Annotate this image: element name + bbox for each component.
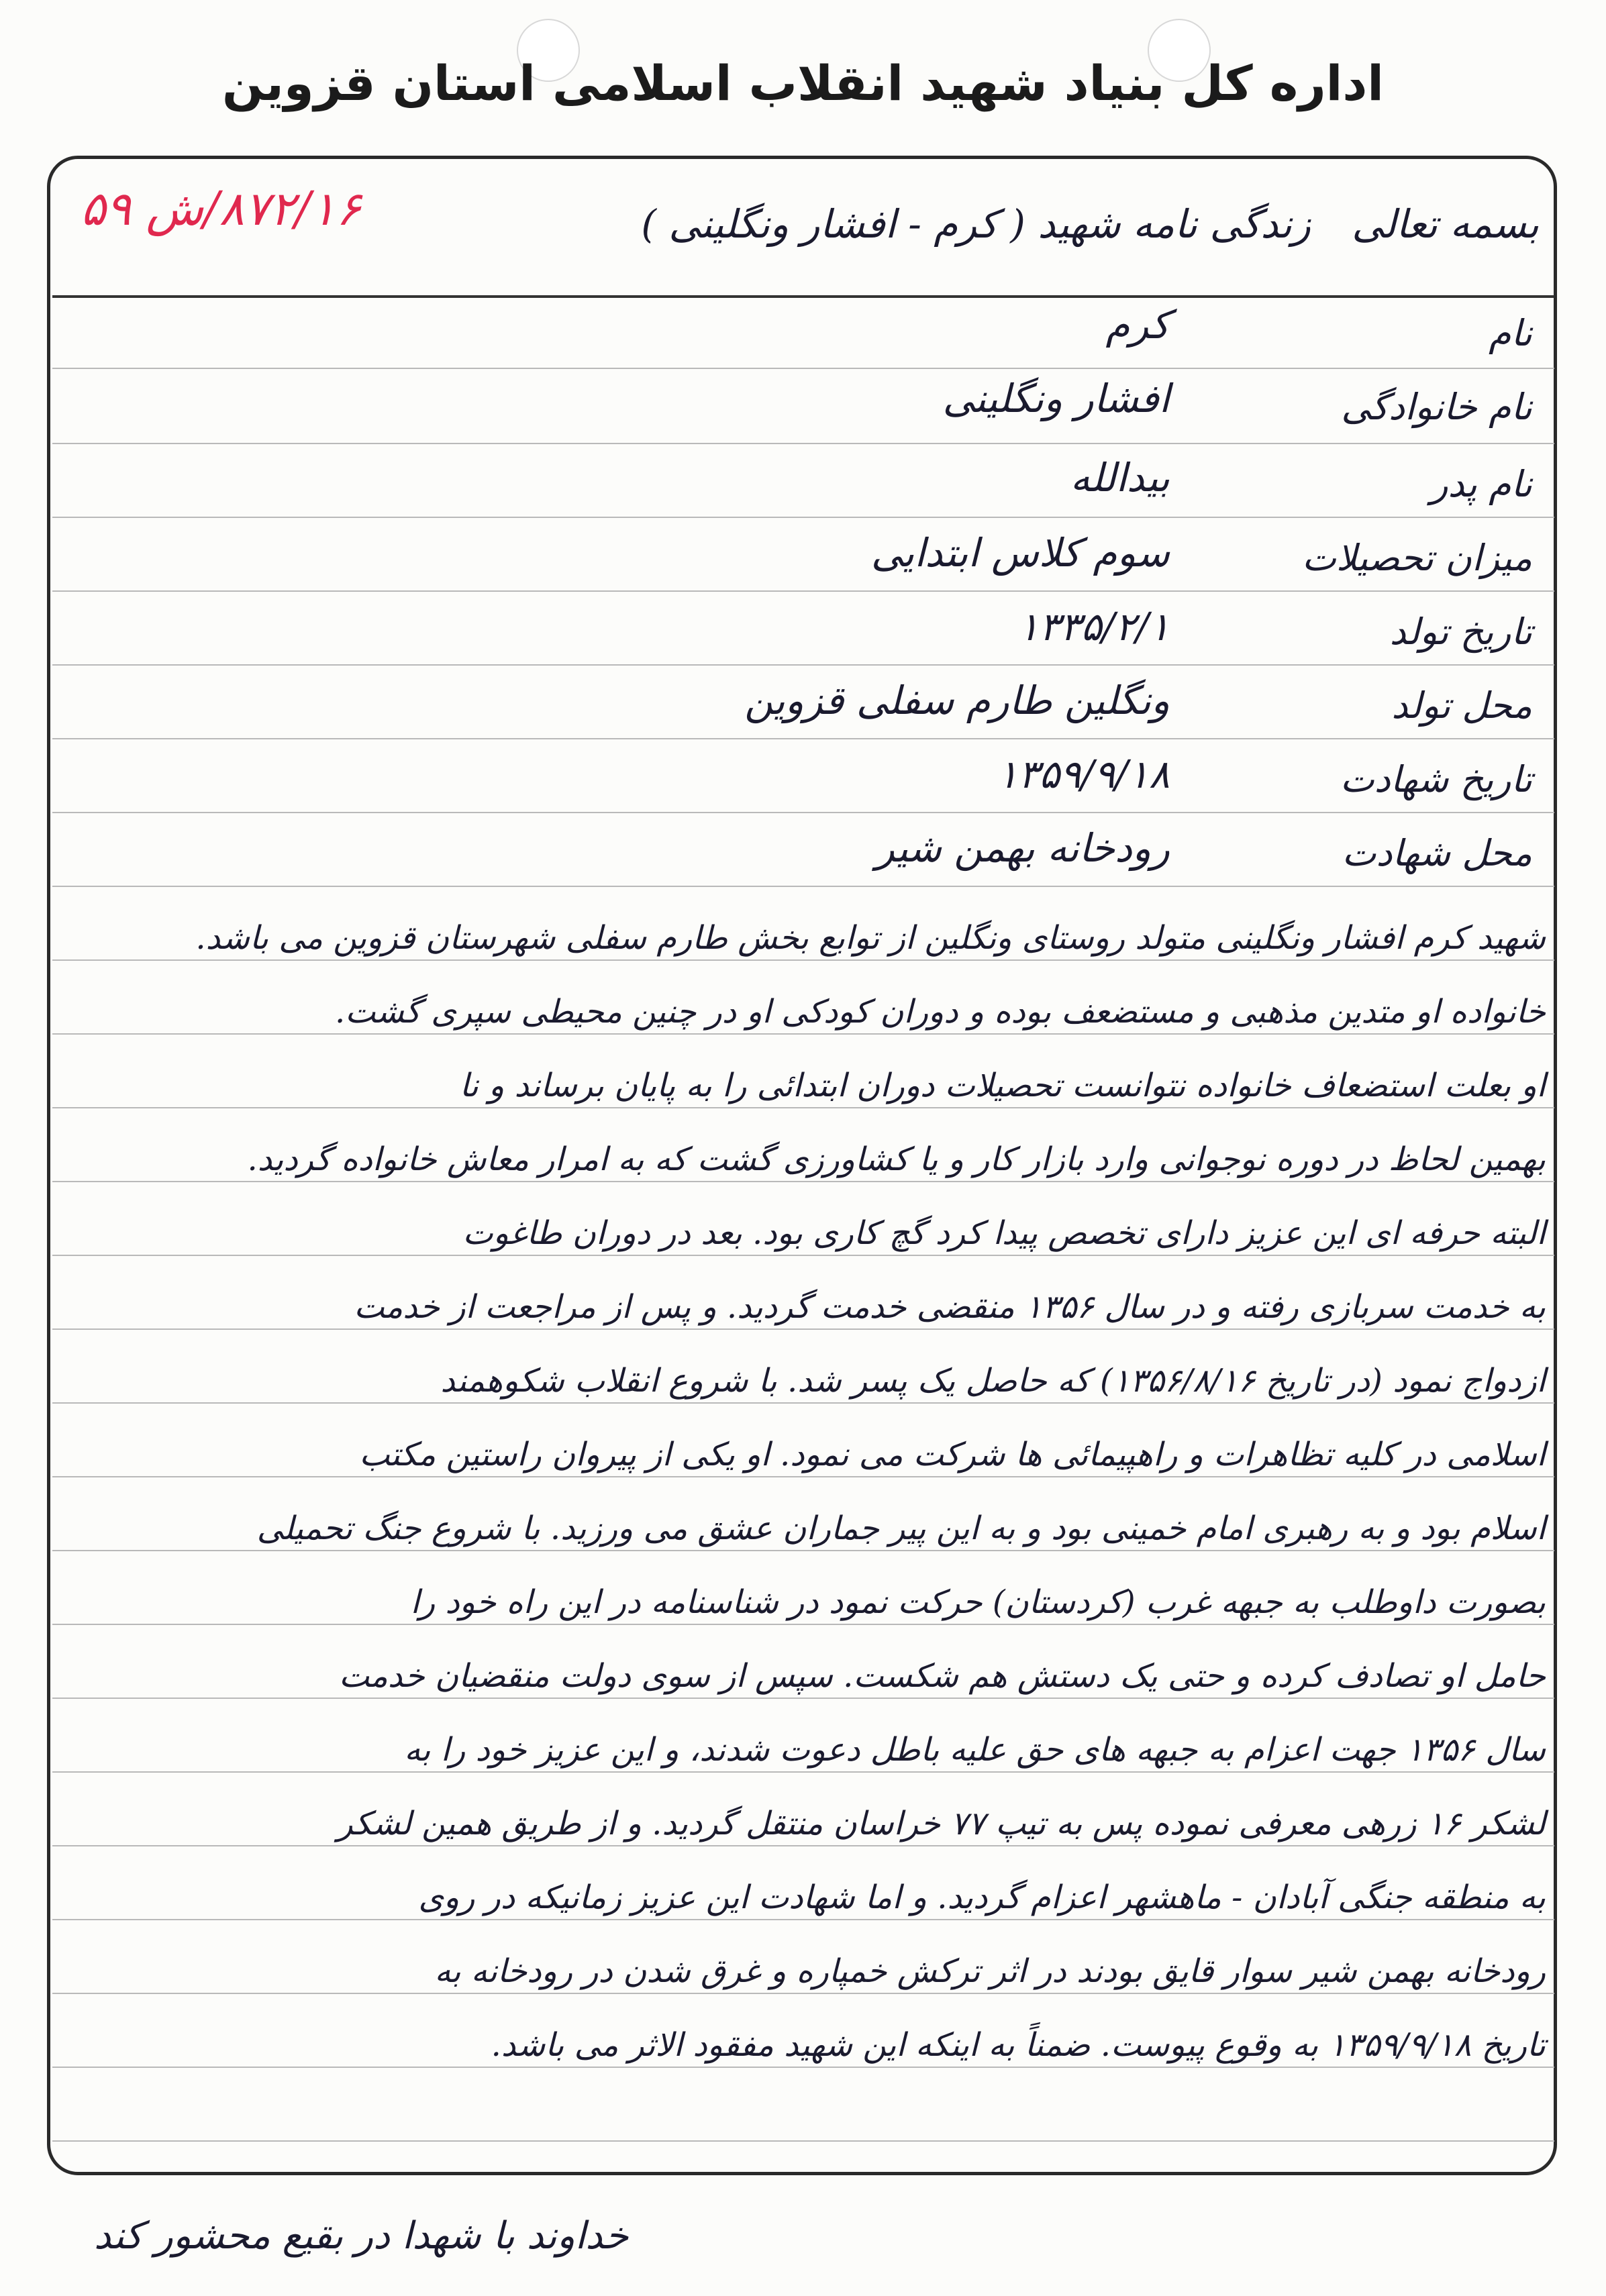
biography-line: البته حرفه ای این عزیز دارای تخصص پیدا کرد گچ کاری بود. بعد در دوران طاغوت [462, 1214, 1546, 1252]
field-value-father-name: بیدالله [1070, 455, 1170, 501]
title-divider [52, 295, 1554, 298]
biography-line: به منطقه جنگی آبادان - ماهشهر اعزام گردید. و اما شهادت این عزیز زمانیکه در روی [418, 1879, 1546, 1916]
field-label-martyrdom-place: محل شهادت [1342, 832, 1532, 874]
biography-line: اسلام بود و به رهبری امام خمینی بود و به این پیر جماران عشق می ورزید. با شروع جنگ تحمیلی [256, 1510, 1546, 1547]
field-label-education: میزان تحصیلات [1302, 537, 1532, 579]
field-value-birth-date: ۱۳۳۵/۲/۱ [1018, 604, 1170, 649]
field-label-martyrdom-date: تاریخ شهادت [1340, 758, 1532, 800]
field-value-last-name: افشار ونگلینی [942, 376, 1170, 421]
biography-line: بصورت داوطلب به جبهه غرب (کردستان) حرکت نمود در شناسنامه در این راه خود را [410, 1583, 1546, 1621]
biography-line: بهمین لحاظ در دوره نوجوانی وارد بازار کار و یا کشاورزی گشت که به امرار معاش خانواده گردید. [247, 1141, 1546, 1178]
field-label-father-name: نام پدر [1430, 463, 1532, 505]
footer-note: خداوند با شهدا در بقیع محشور کند [94, 2214, 629, 2258]
biography-line: او بعلت استضعاف خانواده نتوانست تحصیلات دوران ابتدائی را به پایان برساند و نا [459, 1067, 1546, 1104]
field-value-martyrdom-place: رودخانه بهمن شیر [875, 825, 1170, 871]
biography-line: تاریخ ۱۳۵۹/۹/۱۸ به وقوع پیوست. ضمناً به اینکه این شهید مفقود الاثر می باشد. [491, 2026, 1546, 2064]
biography-line: اسلامی در کلیه تظاهرات و راهپیمائی ها شرکت می نمود. او یکی از پیروان راستین مکتب [359, 1436, 1546, 1473]
biography-line: به خدمت سربازی رفته و در سال ۱۳۵۶ منقضی خدمت گردید. و پس از مراجعت از خدمت [354, 1288, 1546, 1326]
biography-line: حامل او تصادف کرده و حتی یک دستش هم شکست. سپس از سوی دولت منقضیان خدمت [339, 1657, 1546, 1695]
biography-line: رودخانه بهمن شیر سوار قایق بودند در اثر ترکش خمپاره و غرق شدن در رودخانه به [434, 1952, 1546, 1990]
field-value-martyrdom-date: ۱۳۵۹/۹/۱۸ [997, 751, 1170, 797]
field-value-birth-place: ونگلین طارم سفلی قزوین [744, 678, 1170, 723]
field-value-education: سوم کلاس ابتدایی [870, 530, 1170, 576]
biography-line: ازدواج نمود (در تاریخ ۱۳۵۶/۸/۱۶) که حاصل یک پسر شد. با شروع انقلاب شکوهمند [440, 1362, 1546, 1400]
basmala: بسمه تعالی [1352, 201, 1539, 247]
field-label-last-name: نام خانوادگی [1341, 386, 1532, 428]
sheet-title: زندگی نامه شهید ( کرم - افشار ونگلینی ) [641, 201, 1311, 247]
biography-line: شهید کرم افشار ونگلینی متولد روستای ونگلین از توابع بخش طارم سفلی شهرستان قزوین می باشد. [195, 919, 1546, 957]
field-label-birth-place: محل تولد [1391, 684, 1532, 727]
field-value-first-name: کرم [1105, 302, 1170, 348]
biography-line: سال ۱۳۵۶ جهت اعزام به جبهه های حق علیه باطل دعوت شدند، و این عزیز خود را به [404, 1731, 1546, 1769]
field-label-first-name: نام [1489, 312, 1532, 354]
organization-header: اداره کل بنیاد شهید انقلاب اسلامی استان قزوین [222, 55, 1384, 111]
biography-line: لشکر ۱۶ زرهی معرفی نموده پس به تیپ ۷۷ خراسان منتقل گردید. و از طریق همین لشکر [337, 1805, 1546, 1842]
field-label-birth-date: تاریخ تولد [1389, 611, 1532, 653]
file-number: ۸۷۲/۱۶/ش ۵۹ [81, 181, 362, 236]
biography-line: خانواده او متدین مذهبی و مستضعف بوده و دوران کودکی او در چنین محیطی سپری گشت. [334, 993, 1546, 1031]
